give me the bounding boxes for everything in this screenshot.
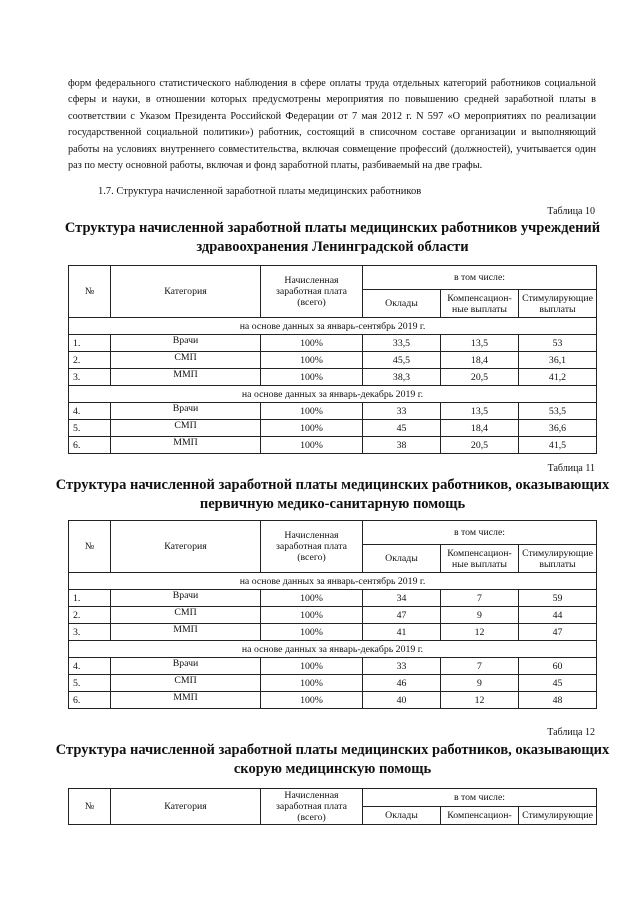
period-label: на основе данных за январь-декабрь 2019 г. bbox=[69, 386, 597, 403]
header-num: № bbox=[69, 789, 111, 825]
row-salaries: 46 bbox=[363, 675, 441, 692]
row-category: ММП bbox=[111, 369, 261, 386]
row-compensation: 12 bbox=[441, 624, 519, 641]
table-row bbox=[69, 624, 597, 641]
row-category: СМП bbox=[111, 675, 261, 692]
header-num: № bbox=[69, 521, 111, 573]
row-incentive: 36,1 bbox=[519, 352, 597, 369]
header-accrued: Начисленная заработная плата (всего) bbox=[261, 521, 363, 573]
table-10-caption: Таблица 10 bbox=[547, 206, 595, 217]
table-row bbox=[69, 658, 597, 675]
row-category: ММП bbox=[111, 624, 261, 641]
row-category: СМП bbox=[111, 352, 261, 369]
header-num: № bbox=[69, 266, 111, 318]
header-accrued: Начисленная заработная плата (всего) bbox=[261, 266, 363, 318]
row-total: 100% bbox=[261, 369, 363, 386]
row-incentive: 60 bbox=[519, 658, 597, 675]
row-total: 100% bbox=[261, 624, 363, 641]
row-compensation: 12 bbox=[441, 692, 519, 709]
row-compensation: 7 bbox=[441, 590, 519, 607]
row-compensation: 20,5 bbox=[441, 437, 519, 454]
table-11 bbox=[68, 520, 597, 709]
row-compensation: 13,5 bbox=[441, 403, 519, 420]
table-row bbox=[69, 403, 597, 420]
row-num: 6. bbox=[69, 692, 111, 709]
header-salaries: Оклады bbox=[363, 290, 441, 318]
table-11-caption: Таблица 11 bbox=[547, 463, 595, 474]
table-row bbox=[69, 607, 597, 624]
period-label: на основе данных за январь-сентябрь 2019 г. bbox=[69, 318, 597, 335]
table-10-title: Структура начисленной заработной платы медицинских работников учреждений здравоохранения Ленинградской области bbox=[64, 220, 601, 255]
header-including: в том числе: bbox=[363, 521, 597, 545]
row-compensation: 9 bbox=[441, 675, 519, 692]
row-salaries: 33 bbox=[363, 658, 441, 675]
row-salaries: 40 bbox=[363, 692, 441, 709]
header-compensation: Компенсацион- bbox=[441, 807, 519, 825]
table-row bbox=[69, 369, 597, 386]
row-num: 3. bbox=[69, 369, 111, 386]
row-num: 2. bbox=[69, 352, 111, 369]
header-including: в том числе: bbox=[363, 266, 597, 290]
row-num: 6. bbox=[69, 437, 111, 454]
row-total: 100% bbox=[261, 437, 363, 454]
row-num: 5. bbox=[69, 420, 111, 437]
row-incentive: 44 bbox=[519, 607, 597, 624]
header-incentive: Стимулирующие выплаты bbox=[519, 545, 597, 573]
row-incentive: 45 bbox=[519, 675, 597, 692]
row-incentive: 41,2 bbox=[519, 369, 597, 386]
row-total: 100% bbox=[261, 675, 363, 692]
header-accrued: Начисленная заработная плата (всего) bbox=[261, 789, 363, 825]
table-row bbox=[69, 352, 597, 369]
table-12-title: Структура начисленной заработной платы медицинских работников, оказывающих скорую медицинскую помощь bbox=[55, 742, 610, 777]
row-num: 5. bbox=[69, 675, 111, 692]
row-incentive: 53,5 bbox=[519, 403, 597, 420]
row-compensation: 18,4 bbox=[441, 352, 519, 369]
table-row bbox=[69, 675, 597, 692]
row-incentive: 59 bbox=[519, 590, 597, 607]
row-compensation: 20,5 bbox=[441, 369, 519, 386]
header-category: Категория bbox=[111, 521, 261, 573]
row-num: 1. bbox=[69, 590, 111, 607]
row-num: 3. bbox=[69, 624, 111, 641]
header-category: Категория bbox=[111, 266, 261, 318]
row-total: 100% bbox=[261, 692, 363, 709]
row-salaries: 45 bbox=[363, 420, 441, 437]
row-total: 100% bbox=[261, 403, 363, 420]
row-category: СМП bbox=[111, 607, 261, 624]
row-salaries: 33 bbox=[363, 403, 441, 420]
row-num: 2. bbox=[69, 607, 111, 624]
row-category: ММП bbox=[111, 692, 261, 709]
row-compensation: 7 bbox=[441, 658, 519, 675]
table-11-title: Структура начисленной заработной платы медицинских работников, оказывающих первичную медико-санитарную помощь bbox=[55, 477, 610, 512]
header-incentive: Стимулирующие выплаты bbox=[519, 290, 597, 318]
row-salaries: 45,5 bbox=[363, 352, 441, 369]
table-row bbox=[69, 692, 597, 709]
row-salaries: 38 bbox=[363, 437, 441, 454]
row-total: 100% bbox=[261, 590, 363, 607]
row-category: Врачи bbox=[111, 335, 261, 352]
row-category: Врачи bbox=[111, 403, 261, 420]
table-row bbox=[69, 437, 597, 454]
row-incentive: 47 bbox=[519, 624, 597, 641]
row-compensation: 18,4 bbox=[441, 420, 519, 437]
row-num: 4. bbox=[69, 658, 111, 675]
row-incentive: 48 bbox=[519, 692, 597, 709]
header-including: в том числе: bbox=[363, 789, 597, 807]
row-salaries: 34 bbox=[363, 590, 441, 607]
row-salaries: 33,5 bbox=[363, 335, 441, 352]
row-category: Врачи bbox=[111, 590, 261, 607]
header-category: Категория bbox=[111, 789, 261, 825]
table-row bbox=[69, 590, 597, 607]
intro-paragraph: форм федерального статистического наблюдения в сфере оплаты труда отдельных категорий работников социальной сферы и науки, в отношении которых предусмотрены мероприятия по повышению средней заработной платы в соответствии с Указом Президента Российской Федерации от 7 мая 2012 г. N 597 «О мероприятиях по реализации государственной социальной политики») работник, состоящий в списочном составе организации и выполняющий работы на условиях внутреннего совместительства, включая совмещение профессий (должностей), учитывается один раз по месту основной работы, включая и фонд заработной платы, разбиваемый на две графы. bbox=[68, 78, 596, 172]
row-salaries: 47 bbox=[363, 607, 441, 624]
header-salaries: Оклады bbox=[363, 807, 441, 825]
section-heading: 1.7. Структура начисленной заработной платы медицинских работников bbox=[98, 186, 422, 197]
table-10 bbox=[68, 265, 597, 454]
row-num: 1. bbox=[69, 335, 111, 352]
table-12-caption: Таблица 12 bbox=[547, 727, 595, 738]
row-compensation: 9 bbox=[441, 607, 519, 624]
row-total: 100% bbox=[261, 658, 363, 675]
row-num: 4. bbox=[69, 403, 111, 420]
header-incentive: Стимулирующие bbox=[519, 807, 597, 825]
period-label: на основе данных за январь-декабрь 2019 г. bbox=[69, 641, 597, 658]
table-row bbox=[69, 420, 597, 437]
row-category: ММП bbox=[111, 437, 261, 454]
row-total: 100% bbox=[261, 335, 363, 352]
row-salaries: 38,3 bbox=[363, 369, 441, 386]
row-salaries: 41 bbox=[363, 624, 441, 641]
row-incentive: 36,6 bbox=[519, 420, 597, 437]
table-12 bbox=[68, 788, 597, 825]
row-incentive: 53 bbox=[519, 335, 597, 352]
table-row bbox=[69, 335, 597, 352]
header-compensation: Компенсацион-ные выплаты bbox=[441, 290, 519, 318]
row-compensation: 13,5 bbox=[441, 335, 519, 352]
row-category: Врачи bbox=[111, 658, 261, 675]
header-compensation: Компенсацион-ные выплаты bbox=[441, 545, 519, 573]
row-total: 100% bbox=[261, 420, 363, 437]
row-total: 100% bbox=[261, 352, 363, 369]
row-category: СМП bbox=[111, 420, 261, 437]
row-incentive: 41,5 bbox=[519, 437, 597, 454]
row-total: 100% bbox=[261, 607, 363, 624]
period-label: на основе данных за январь-сентябрь 2019 г. bbox=[69, 573, 597, 590]
header-salaries: Оклады bbox=[363, 545, 441, 573]
